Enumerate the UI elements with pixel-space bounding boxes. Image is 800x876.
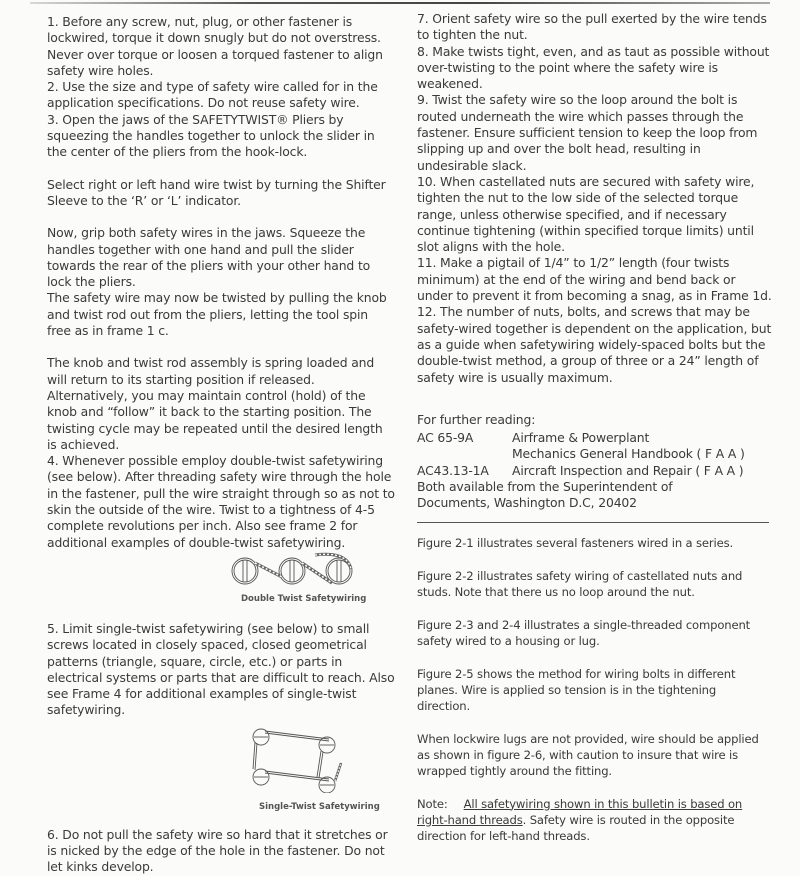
grip-wires-instruction: Now, grip both safety wires in the jaws. Squeeze the handles together with one hand and pull the slider towards the rear of the pliers with your other hand to lock the pliers. <box>47 225 371 290</box>
figure-2-6-description: When lockwire lugs are not provided, wire should be applied as shown in figure 2-6, with caution to insure that wire is wrapped tightly around the fitting. <box>417 731 759 778</box>
reference-code <box>417 446 512 462</box>
twist-wire-instruction: The safety wire may now be twisted by pulling the knob and twist rod out from the pliers, letting the tool spin free as in frame 1 c. <box>47 290 387 339</box>
step-8: 8. Make twists tight, even, and as taut as possible without over-twisting to the point where the safety wire is weakened. <box>417 43 770 92</box>
figure-2-3-4-description: Figure 2-3 and 2-4 illustrates a single-threaded component safety wired to a housing or lug. <box>417 617 751 648</box>
alternatively-note: Alternatively, you may maintain control (hold) of the knob and “follow” it back to the starting position. The twisting cycle may be repeated until the desired length is achieved. <box>47 387 383 452</box>
double-twist-figure <box>227 551 395 605</box>
select-twist-instruction: Select right or left hand wire twist by turning the Shifter Sleeve to the ‘R’ or ‘L’ indicator. <box>47 176 386 208</box>
reference-title: Aircraft Inspection and Repair ( F A A ) <box>512 462 744 478</box>
step-7: 7. Orient safety wire so the pull exerted by the wire tends to tighten the nut. <box>417 11 767 43</box>
step-10: 10. When castellated nuts are secured with safety wire, tighten the nut to the low side of the selected torque range, unless otherwise specified, and if necessary continue tightening (within specified torque limits) until slot aligns with the hole. <box>417 173 755 255</box>
step-1: 1. Before any screw, nut, plug, or other fastener is lockwired, torque it down snugly but do not overstress. Never over torque or loosen a torqued fastener to align safety wire holes. <box>47 14 383 78</box>
step-3: 3. Open the jaws of the SAFETYTWIST® Pliers by squeezing the handles together to unlock the slider in the center of the pliers from the hook-lock. <box>47 111 375 160</box>
step-9: 9. Twist the safety wire so the loop around the bolt is routed underneath the wire which passes through the fastener. Ensure sufficient tension to keep the loop from slipping up and over the bolt head, resulting in undesirable slack. <box>417 92 758 173</box>
note-label: Note: <box>417 796 448 811</box>
step-6: 6. Do not pull the safety wire so hard that it stretches or is nicked by the edge of the hole in the fastener. Do not let kinks develop. <box>47 826 388 875</box>
top-rule <box>30 2 770 4</box>
figure-2-5-description: Figure 2-5 shows the method for wiring bolts in different planes. Wire is applied so tension is in the tightening direction. <box>417 666 736 713</box>
spring-loaded-note: The knob and twist rod assembly is spring loaded and will return to its starting position if released. <box>47 355 375 387</box>
reference-code: AC43.13-1A <box>417 462 489 478</box>
reference-list <box>417 430 772 479</box>
single-twist-caption: Single-Twist Safetywiring <box>259 801 380 812</box>
figure-2-1-description: Figure 2-1 illustrates several fasteners wired in a series. <box>417 535 734 550</box>
step-5: 5. Limit single-twist safetywiring (see below) to small screws located in closely spaced, closed geometrical patterns (triangle, square, circle, etc.) or parts in electrical systems or parts that are difficult to reach. Also see Frame 4 for additional examples of single-twist safetywiring. <box>47 620 395 718</box>
step-4: 4. Whenever possible employ double-twist safetywiring (see below). After threading safety wire through the hole in the fastener, pull the wire straight through so as not to skin the outside of the wire. Twist to a tightness of 4-5 complete revolutions per inch. Also see frame 2 for additional examples of double-twist safetywiring. <box>47 453 395 550</box>
left-column <box>47 14 395 876</box>
further-reading <box>417 412 772 512</box>
double-twist-caption: Double Twist Safetywiring <box>241 593 367 604</box>
note-underlined-text: All safetywiring shown in this bulletin is based on right-hand threads <box>417 796 743 827</box>
handedness-note <box>417 796 772 844</box>
reference-title: Airframe & Powerplant <box>512 430 650 446</box>
further-reading-heading: For further reading: <box>417 411 536 427</box>
figure-2-2-description: Figure 2-2 illustrates safety wiring of castellated nuts and studs. Note that there us no loop around the nut. <box>417 568 743 599</box>
section-divider <box>417 522 769 523</box>
reference-row <box>417 446 772 462</box>
step-2: 2. Use the size and type of safety wire called for in the application specifications. Do not reuse safety wire. <box>47 79 378 111</box>
reference-row <box>417 463 772 479</box>
reference-title: Mechanics General Handbook ( F A A ) <box>512 446 745 462</box>
step-12: 12. The number of nuts, bolts, and screws that may be safety-wired together is dependent on the application, but as a guide when safetywiring widely-spaced bolts but the double-twist method, a group of three or a 24” length of safety wire is usually maximum. <box>417 304 772 385</box>
right-column <box>417 11 772 844</box>
availability-note: Both available from the Superintendent of Documents, Washington D.C, 20402 <box>417 479 673 511</box>
reference-code: AC 65-9A <box>417 430 474 446</box>
note-rest-text: . Safety wire is routed in the opposite direction for left-hand threads. <box>417 812 735 843</box>
single-twist-illustration <box>249 727 349 793</box>
double-twist-illustration <box>227 551 357 591</box>
reference-row <box>417 430 772 446</box>
step-11: 11. Make a pigtail of 1/4” to 1/2” length (four twists minimum) at the end of the wiring and bend back or under to prevent it from becoming a snag, as in Frame 1d. <box>417 255 772 304</box>
